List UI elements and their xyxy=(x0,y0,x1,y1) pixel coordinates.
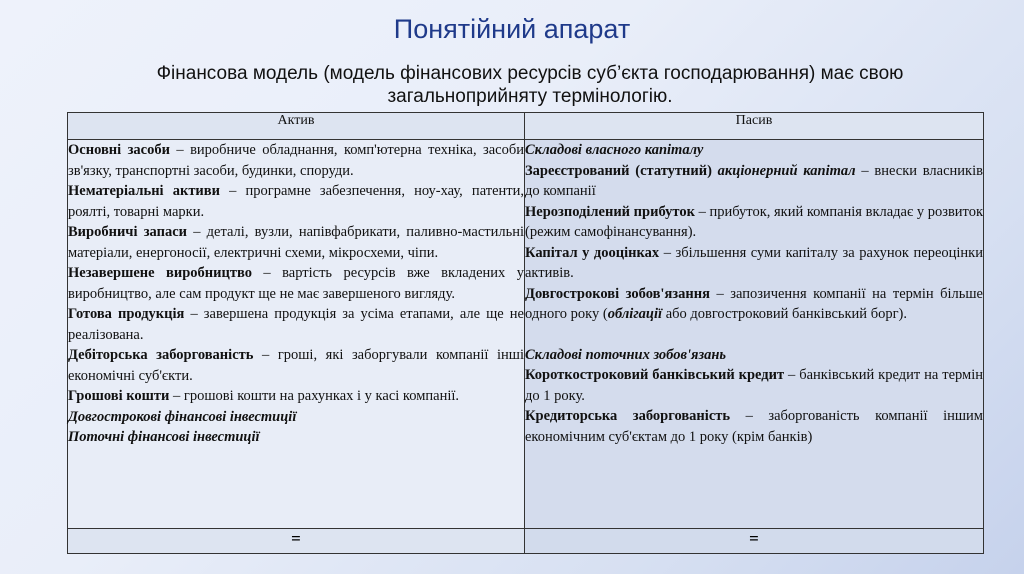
liability-item: Кредиторська заборгованість – заборгованість компанії іншим економічним суб'єктам до 1 року (крім банків) xyxy=(525,408,983,445)
liability-item: Нерозподілений прибуток – прибуток, який компанія вкладає у розвиток (режим самофінансування). xyxy=(525,203,983,240)
spacer xyxy=(525,325,983,345)
header-liabilities: Пасив xyxy=(525,113,984,140)
asset-item: Дебіторська заборгованість – гроші, які заборгували компанії інші економічні суб'єкти. xyxy=(68,347,524,384)
equity-heading: Складові власного капіталу xyxy=(525,142,704,158)
assets-total: = xyxy=(68,529,525,554)
page-title: Понятійний апарат xyxy=(393,14,631,44)
liability-item: Капітал у дооцінках – збільшення суми капіталу за рахунок переоцінки активів. xyxy=(525,244,983,281)
table-header-row xyxy=(68,113,984,140)
subtitle: Фінансова модель (модель фінансових ресурсів суб’єкта господарювання) має свою загальноприйняту термінологію. xyxy=(156,63,904,107)
liability-item: Довгострокові зобов'язання – запозичення компанії на термін більше одного року (облігації або довгостроковий банківський борг). xyxy=(525,285,983,322)
asset-item: Готова продукція – завершена продукція за усіма етапами, але ще не реалізована. xyxy=(68,306,524,343)
liabilities-cell xyxy=(525,140,984,529)
table-footer-row xyxy=(68,529,984,554)
liability-item: Короткостроковий банківський кредит – банківський кредит на термін до 1 року. xyxy=(525,367,983,404)
asset-item: Поточні фінансові інвестиції xyxy=(68,429,260,445)
assets-cell xyxy=(68,140,525,529)
liability-item: Зареєстрований (статутний) акціонерний капітал – внески власників до компанії xyxy=(525,162,983,199)
liabilities-total: = xyxy=(525,529,984,554)
asset-item: Незавершене виробництво – вартість ресурсів вже вкладених у виробництво, але сам продукт ще не має завершеного вигляду. xyxy=(68,265,525,302)
header-assets: Актив xyxy=(68,113,525,140)
asset-item: Грошові кошти – грошові кошти на рахунках і у касі компанії. xyxy=(68,388,460,404)
current-heading: Складові поточних зобов'язань xyxy=(525,346,727,363)
asset-item: Нематеріальні активи – програмне забезпечення, ноу-хау, патенти, роялті, товарні марки. xyxy=(68,183,525,220)
asset-item: Основні засоби – виробниче обладнання, комп'ютерна техніка, засоби зв'язку, транспортні засоби, будинки, споруди. xyxy=(68,142,524,179)
table-body-row xyxy=(68,140,984,529)
asset-item: Довгострокові фінансові інвестиції xyxy=(68,408,297,425)
asset-item: Виробничі запаси – деталі, вузли, напівфабрикати, паливно-мастильні матеріали, енергоносії, електричні схеми, мікросхеми, чіпи. xyxy=(68,224,524,261)
balance-table xyxy=(67,112,984,554)
